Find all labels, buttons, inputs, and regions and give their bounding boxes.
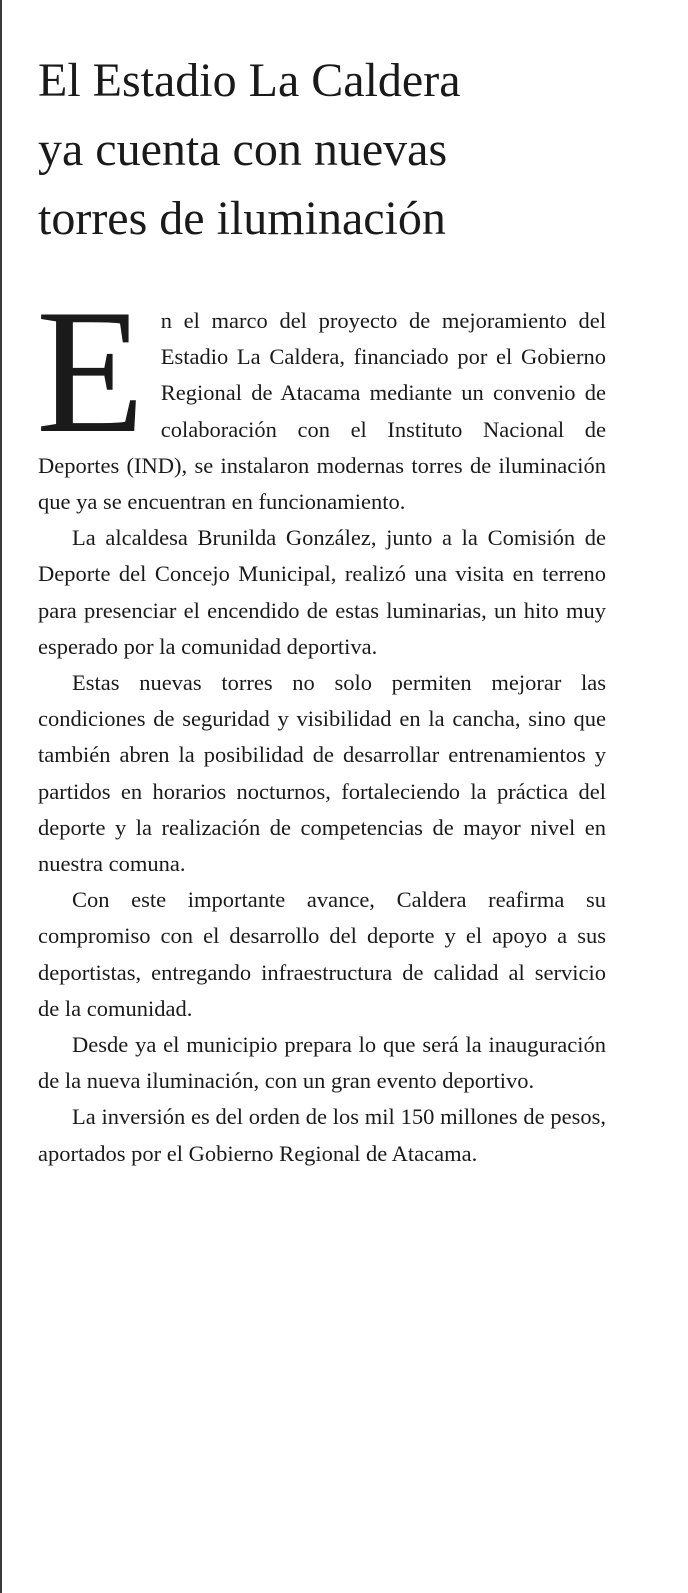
paragraph-5: Desde ya el municipio prepara lo que será la inauguración de la nueva iluminación, con un gran evento deportivo.: [38, 1032, 606, 1094]
paragraph-1: n el marco del proyecto de mejoramiento del Estadio La Caldera, financiado por el Gobierno Regional de Atacama mediante un convenio de colaboración con el Instituto Nacional de Deportes (IND), se instalaron modernas torres de iluminación que ya se encuentran en funcionamiento.: [38, 308, 606, 515]
paragraph-2: La alcaldesa Brunilda González, junto a la Comisión de Deporte del Concejo Municipal, realizó una visita en terreno para presenciar el encendido de estas luminarias, un hito muy esperado por la comunidad deportiva.: [38, 525, 606, 659]
drop-cap: E: [36, 272, 145, 470]
headline-line-1: El Estadio La Caldera: [38, 54, 461, 107]
article-body: [36, 272, 606, 1172]
column-left-rule: [0, 0, 2, 1593]
headline-line-2: ya cuenta con nuevas: [38, 123, 448, 176]
headline-line-3: torres de iluminación: [38, 192, 446, 245]
paragraph-4: Con este importante avance, Caldera reafirma su compromiso con el desarrollo del deporte y el apoyo a sus deportistas, entregando infraestructura de calidad al servicio de la comunidad.: [38, 887, 606, 1021]
paragraph-3: Estas nuevas torres no solo permiten mejorar las condiciones de seguridad y visibilidad en la cancha, sino que también abren la posibilidad de desarrollar entrenamientos y partidos en horarios nocturnos, fortaleciendo la práctica del deporte y la realización de competencias de mayor nivel en nuestra comuna.: [38, 670, 606, 877]
paragraph-6: La inversión es del orden de los mil 150 millones de pesos, aportados por el Gobierno Regional de Atacama.: [38, 1104, 606, 1166]
article-headline: [38, 46, 658, 253]
